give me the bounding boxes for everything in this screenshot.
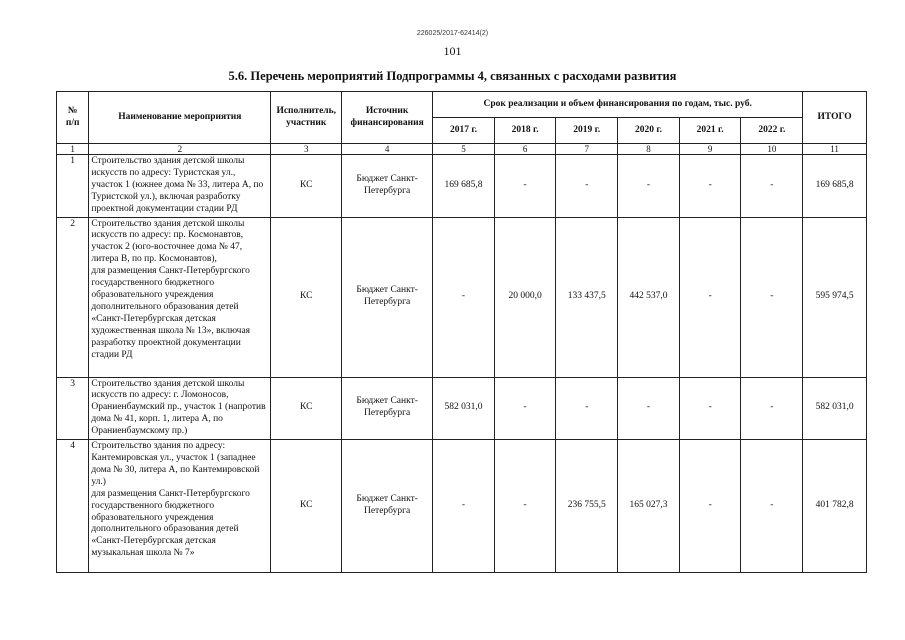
document-id: 226025/2017-62414(2) [416, 30, 489, 37]
funding-source: Бюджет Санкт-Петербурга [342, 217, 433, 377]
year-value: 582 031,0 [433, 377, 495, 440]
header-period: Срок реализации и объем финансирования по годам, тыс. руб. [433, 92, 803, 118]
row-total: 169 685,8 [803, 155, 867, 218]
row-number: 2 [57, 217, 89, 377]
executor: КС [271, 440, 342, 573]
header-name: Наименование мероприятия [89, 92, 271, 144]
year-value: - [433, 217, 495, 377]
header-total: ИТОГО [803, 92, 867, 144]
executor: КС [271, 155, 342, 218]
funding-source: Бюджет Санкт-Петербурга [342, 377, 433, 440]
header-source: Источник финансирования [342, 92, 433, 144]
year-value: - [741, 377, 803, 440]
table-row [57, 155, 867, 218]
column-number: 7 [556, 144, 618, 155]
measures-table [56, 91, 867, 573]
year-value: - [494, 155, 556, 218]
header-year: 2021 г. [679, 118, 741, 144]
column-number: 3 [271, 144, 342, 155]
year-value: - [556, 155, 618, 218]
executor: КС [271, 377, 342, 440]
column-number: 1 [57, 144, 89, 155]
year-value: - [618, 377, 680, 440]
year-value: - [741, 440, 803, 573]
header-year: 2020 г. [618, 118, 680, 144]
table-row [57, 377, 867, 440]
row-total: 595 974,5 [803, 217, 867, 377]
measure-name: Строительство здания детской школы искусств по адресу: г. Ломоносов, Ораниенбаумский пр., участок 1 (напротив дома № 41, корп. 1, литера А, по Ораниенбаумскому пр.) [89, 377, 271, 440]
column-number: 10 [741, 144, 803, 155]
year-value: - [741, 217, 803, 377]
header-num: № п/п [57, 92, 89, 144]
measure-name: Строительство здания по адресу: Кантемировская ул., участок 1 (западнее дома № 30, литера А, по Кантемировской ул.) для размещения Санкт-Петербургского государственного бюджетного образовательного учреждения дополнительного образования детей «Санкт-Петербургская детская музыкальная школа № 7» [89, 440, 271, 573]
row-number: 4 [57, 440, 89, 573]
page-number: 101 [443, 44, 462, 58]
measure-name: Строительство здания детской школы искусств по адресу: Туристская ул., участок 1 (южнее дома № 33, литера А, по Туристской ул.), включая разработку проектной документации стадии РД [89, 155, 271, 218]
year-value: 236 755,5 [556, 440, 618, 573]
year-value: 169 685,8 [433, 155, 495, 218]
year-value: 165 027,3 [618, 440, 680, 573]
year-value: - [741, 155, 803, 218]
column-number: 4 [342, 144, 433, 155]
row-total: 401 782,8 [803, 440, 867, 573]
row-number: 3 [57, 377, 89, 440]
header-year: 2022 г. [741, 118, 803, 144]
column-number: 11 [803, 144, 867, 155]
column-number: 9 [679, 144, 741, 155]
year-value: - [679, 440, 741, 573]
column-number: 6 [494, 144, 556, 155]
year-value: - [618, 155, 680, 218]
year-value: - [433, 440, 495, 573]
year-value: 442 537,0 [618, 217, 680, 377]
header-year: 2018 г. [494, 118, 556, 144]
column-number: 5 [433, 144, 495, 155]
table-row [57, 217, 867, 377]
table-row [57, 440, 867, 573]
header-year: 2017 г. [433, 118, 495, 144]
row-number: 1 [57, 155, 89, 218]
year-value: - [556, 377, 618, 440]
column-number: 2 [89, 144, 271, 155]
year-value: - [679, 377, 741, 440]
column-number-row [57, 144, 867, 155]
year-value: 133 437,5 [556, 217, 618, 377]
year-value: - [679, 155, 741, 218]
column-number: 8 [618, 144, 680, 155]
funding-source: Бюджет Санкт-Петербурга [342, 440, 433, 573]
year-value: - [494, 377, 556, 440]
executor: КС [271, 217, 342, 377]
year-value: - [679, 217, 741, 377]
funding-source: Бюджет Санкт-Петербурга [342, 155, 433, 218]
year-value: - [494, 440, 556, 573]
page-title: 5.6. Перечень мероприятий Подпрограммы 4, связанных с расходами развития [228, 69, 677, 83]
year-value: 20 000,0 [494, 217, 556, 377]
header-year: 2019 г. [556, 118, 618, 144]
measure-name: Строительство здания детской школы искусств по адресу: пр. Космонавтов, участок 2 (юго-восточнее дома № 47, литера В, по пр. Космонавтов), для размещения Санкт-Петербургского государственного бюджетного образовательного учреждения дополнительного образования детей «Санкт-Петербургская детская художественная школа № 13», включая разработку проектной документации стадии РД [89, 217, 271, 377]
row-total: 582 031,0 [803, 377, 867, 440]
header-executor: Исполнитель, участник [271, 92, 342, 144]
